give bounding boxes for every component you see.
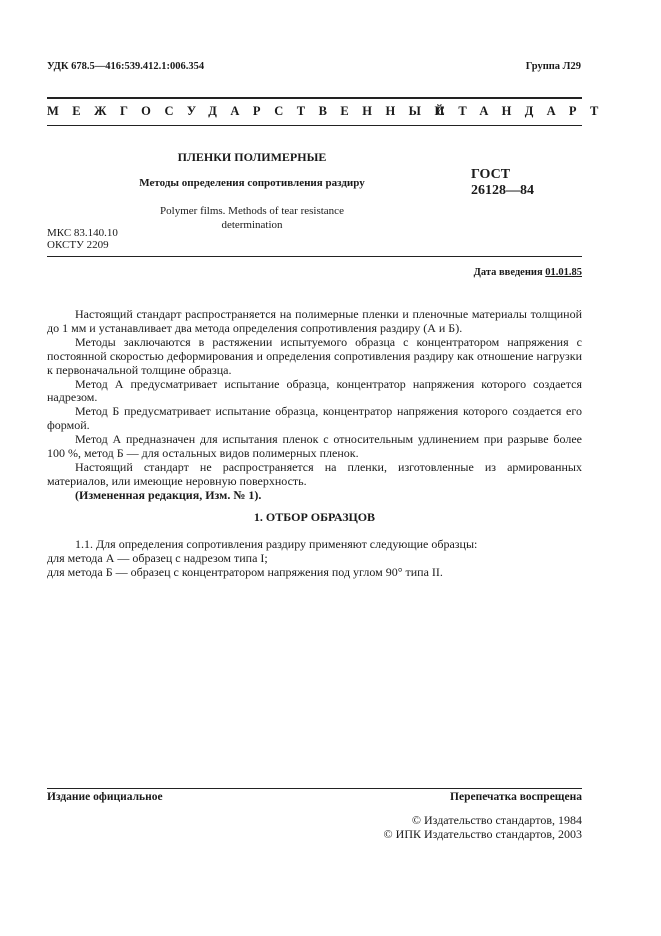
okstu-code: ОКСТУ 2209 bbox=[47, 239, 109, 251]
copyright-line: © ИПК Издательство стандартов, 2003 bbox=[383, 827, 582, 841]
section-line: для метода А — образец с надрезом типа I; bbox=[47, 550, 268, 565]
date-value: 01.01.85 bbox=[545, 267, 582, 278]
official-edition: Издание официальное bbox=[47, 791, 163, 803]
mks-code: МКС 83.140.10 bbox=[47, 227, 118, 239]
intro-paragraph: Методы заключаются в растяжении испытуемого образца с концентратором напряжения с постоянной скоростью деформирования и определения сопротивления раздиру как отношение нагрузки к первоначальной толщине образца. bbox=[47, 334, 582, 377]
english-title-line2: determination bbox=[221, 219, 283, 231]
date-label: Дата введения bbox=[473, 267, 543, 278]
document-title: ПЛЕНКИ ПОЛИМЕРНЫЕ bbox=[177, 150, 327, 164]
group-code: Группа Л29 bbox=[525, 61, 581, 72]
intro-text bbox=[47, 308, 582, 503]
amendment-note: (Измененная редакция, Изм. № 1). bbox=[75, 487, 262, 502]
intro-paragraph: Настоящий стандарт распространяется на полимерные пленки и пленочные материалы толщиной до 1 мм и устанавливает два метода определения сопротивления раздиру (А и Б). bbox=[47, 307, 582, 335]
header-divider bbox=[47, 125, 582, 126]
intro-paragraph: Настоящий стандарт не распространяется на пленки, изготовленные из армированных материалов, или имеющие неровную поверхность. bbox=[47, 459, 582, 488]
intro-paragraph: Метод Б предусматривает испытание образца, концентратор напряжения которого создается его формой. bbox=[47, 404, 582, 433]
gost-label: ГОСТ bbox=[471, 167, 511, 182]
section-line: для метода Б — образец с концентратором напряжения под углом 90° типа II. bbox=[47, 564, 443, 579]
footer-divider bbox=[47, 788, 582, 789]
intro-paragraph: Метод А предназначен для испытания пленок с относительным удлинением при разрыве более 100 %, метод Б — для остальных видов полимерных пленок. bbox=[47, 432, 582, 461]
standard-type-left: МЕЖГОСУДАРСТВЕННЫЙ bbox=[47, 104, 458, 118]
section-line: 1.1. Для определения сопротивления раздиру применяют следующие образцы: bbox=[75, 537, 478, 551]
english-title-line1: Polymer films. Methods of tear resistance bbox=[160, 205, 344, 217]
section-body bbox=[47, 538, 582, 580]
section-heading: 1. ОТБОР ОБРАЗЦОВ bbox=[253, 510, 376, 524]
classification-codes bbox=[47, 227, 118, 251]
udk-code: УДК 678.5—416:539.412.1:006.354 bbox=[47, 61, 205, 72]
copyright-block bbox=[384, 813, 582, 841]
reprint-notice: Перепечатка воспрещена bbox=[450, 791, 582, 803]
document-subtitle: Методы определения сопротивления раздиру bbox=[139, 177, 365, 189]
title-divider bbox=[47, 256, 582, 257]
copyright-line: © Издательство стандартов, 1984 bbox=[411, 813, 582, 827]
intro-paragraph: Метод А предусматривает испытание образца, концентратор напряжения которого создается надрезом. bbox=[47, 376, 582, 405]
gost-designation bbox=[471, 167, 534, 199]
standard-type-right: СТАНДАРТ bbox=[436, 104, 612, 118]
effective-date bbox=[474, 267, 582, 278]
gost-number: 26128—84 bbox=[471, 183, 534, 198]
top-divider bbox=[47, 97, 582, 99]
